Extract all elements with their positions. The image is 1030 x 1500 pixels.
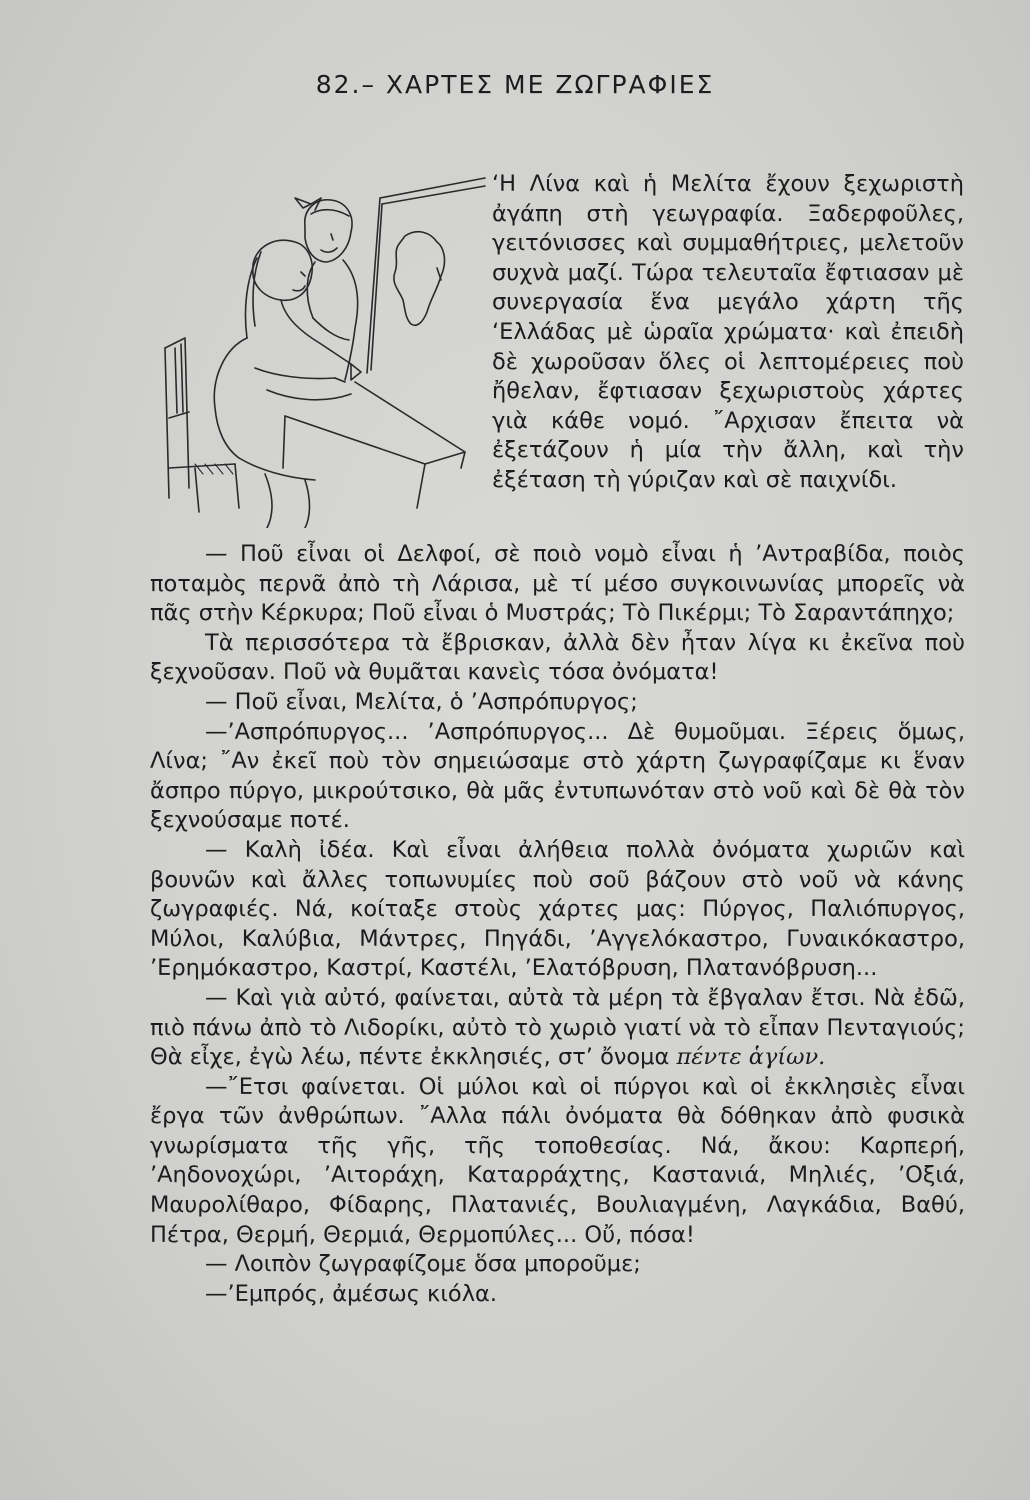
body-text: [150, 540, 965, 1309]
paragraph-6: [150, 984, 965, 1073]
italic-phrase: πέντε ἁγίων.: [676, 1044, 826, 1071]
paragraph-5: — Καλὴ ἰδέα. Καὶ εἶναι ἀλήθεια πολλὰ ὀνόματα χωριῶν καὶ βουνῶν καὶ ἄλλες τοπωνυμίες ποὺ σοῦ βάζουν στὸ νοῦ νὰ κάνης ζωγραφιές. Νά, κοίταξε στοὺς χάρτες μας: Πύργος, Παλιόπυργος, Μύλοι, Καλύβια, Μάντρες, Πηγάδι, ’Αγγελόκαστρο, Γυναικόκαστρο, ’Ερημόκαστρο, Καστρί, Καστέλι, ’Ελατόβρυση, Πλατανόβρυση...: [150, 836, 965, 982]
paragraph-1: — Ποῦ εἶναι οἱ Δελφοί, σὲ ποιὸ νομὸ εἶναι ἡ ’Αντραβίδα, ποιὸς ποταμὸς περνᾶ ἀπὸ τὴ Λάρισα, μὲ τί μέσο συγκοινωνίας μπορεῖς νὰ πᾶς στὴν Κέρκυρα; Ποῦ εἶναι ὁ Μυστράς; Τὸ Πικέρμι; Τὸ Σαραντάπηχο;: [150, 541, 965, 627]
intro-text: ‘Η Λίνα καὶ ἡ Μελίτα ἔχουν ξεχωριστὴ ἀγάπη στὴ γεωγραφία. Ξαδερφοῦλες, γειτόνισσες καὶ συμμαθήτριες, μελετοῦν συχνὰ μαζί. Τώρα τελευταῖα ἔφτιασαν μὲ συνεργασία ἕνα μεγάλο χάρτη τῆς ‘Ελλάδας μὲ ὡραῖα χρώματα· καὶ ἐπειδὴ δὲ χωροῦσαν ὅλες οἱ λεπτομέρειες ποὺ ἤθελαν, ἔφτιασαν ξεχωριστοὺς χάρτες γιὰ κάθε νομό. ῎Αρχισαν ἔπειτα νὰ ἐξετάζουν ἡ μία τὴν ἄλλη, καὶ τὴν ἐξέταση τὴ γύριζαν καὶ σὲ παιχνίδι.: [492, 171, 964, 493]
page-title: 82.– ΧΑΡΤΕΣ ΜΕ ΖΩΓΡΑΦΙΕΣ: [315, 70, 715, 99]
paragraph-7: —῎Ετσι φαίνεται. Οἱ μύλοι καὶ οἱ πύργοι καὶ οἱ ἐκκλησιὲς εἶναι ἔργα τῶν ἀνθρώπων. ῎Αλλα πάλι ὀνόματα θὰ δόθηκαν ἀπὸ φυσικὰ γνωρίσματα τῆς γῆς, τῆς τοποθεσίας. Νά, ἄκου: Καρπερή, ’Αηδονοχώρι, ’Αιτοράχη, Καταρράχτης, Καστανιά, Μηλιές, ’Οξιά, Μαυρολίθαρο, Φίδαρης, Πλατανιές, Βουλιαγμένη, Λαγκάδια, Βαθύ, Πέτρα, Θερμή, Θερμιά, Θερμοπύλες... Οὔ, πόσα!: [150, 1073, 965, 1248]
paragraph-2: Τὰ περισσότερα τὰ ἔβρισκαν, ἀλλὰ δὲν ἦταν λίγα κι ἐκεῖνα ποὺ ξεχνοῦσαν. Ποῦ νὰ θυμᾶται κανεὶς τόσα ὀνόματα!: [150, 629, 965, 686]
paragraph-8: — Λοιπὸν ζωγραφίζομε ὅσα μποροῦμε;: [205, 1251, 641, 1278]
intro-paragraph: [492, 170, 964, 496]
paragraph-4: —’Ασπρόπυργος... ’Ασπρόπυργος... Δὲ θυμοῦμαι. Ξέρεις ὅμως, Λίνα; ῎Αν ἐκεῖ ποὺ τὸν σημειώσαμε στὸ χάρτη ζωγραφίζαμε κι ἕναν ἄσπρο πύργο, μικρούτσικο, θὰ μᾶς ἐντυπωνόταν στὸ νοῦ καὶ δὲ θὰ τὸν ξεχνούσαμε ποτέ.: [150, 718, 965, 834]
paragraph-9: —’Εμπρός, ἀμέσως κιόλα.: [205, 1280, 497, 1307]
paragraph-3: — Ποῦ εἶναι, Μελίτα, ὁ ’Ασπρόπυργος;: [205, 688, 638, 715]
illustration-two-girls-with-map: [155, 168, 490, 528]
paragraph-6-text: — Καὶ γιὰ αὐτό, φαίνεται, αὐτὰ τὰ μέρη τὰ ἔβγαλαν ἔτσι. Νὰ ἐδῶ, πιὸ πάνω ἀπὸ τὸ Λιδορίκι, αὐτὸ τὸ χωριὸ γιατί νὰ τὸ εἶπαν Πενταγιούς; Θὰ εἶχε, ἐγὼ λέω, πέντε ἐκκλησιές, στ’ ὄνομα: [150, 984, 965, 1071]
